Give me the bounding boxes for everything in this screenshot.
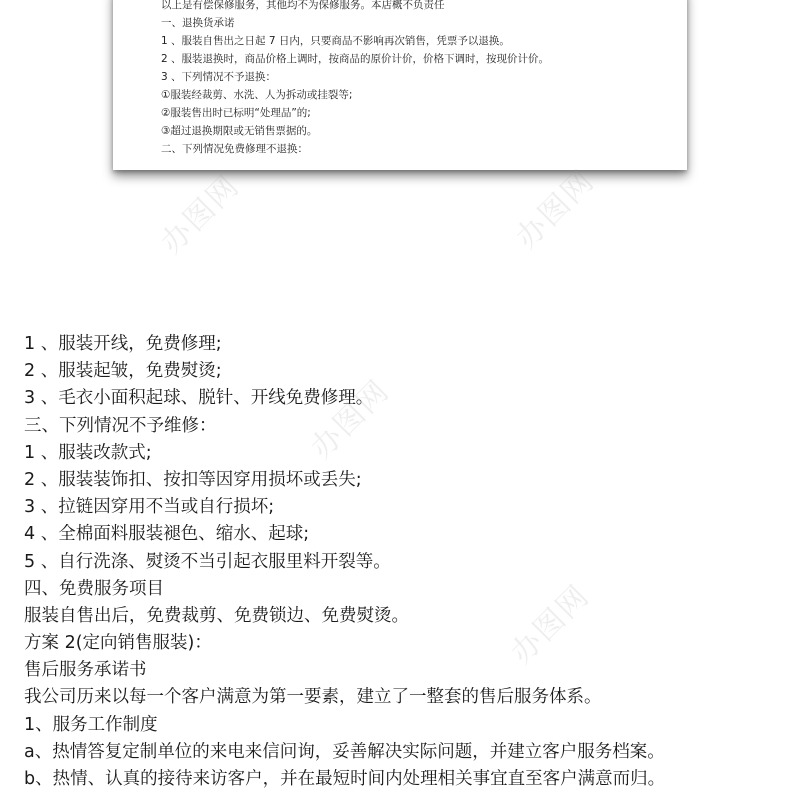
body-line: 1 、服装开线，免费修理; <box>24 334 222 354</box>
body-line: 5 、自行洗涤、熨烫不当引起衣服里料开裂等。 <box>24 551 391 572</box>
card-line: ②服装售出时已标明“处理品”的; <box>161 107 311 119</box>
body-line: 2 、服装装饰扣、按扣等因穿用损坏或丢失; <box>24 469 362 490</box>
section-heading: 四、免费服务项目 <box>24 578 164 599</box>
card-line: ③超过退换期限或无销售票据的。 <box>161 125 318 137</box>
card-line: 二、下列情况免费修理不退换： <box>161 143 308 155</box>
body-line: 3 、拉链因穿用不当或自行损坏; <box>24 497 275 518</box>
card-line: 1 、服装自售出之日起 7 日内，只要商品不影响再次销售，凭票予以退换。 <box>161 35 510 47</box>
body-line: 3 、毛衣小面积起球、脱针、开线免费修理。 <box>24 388 374 409</box>
document-body <box>24 331 794 793</box>
watermark: 办图网 <box>504 578 597 671</box>
card-line: ①服装经裁剪、水洗、人为拆动或挂裂等; <box>161 89 353 101</box>
watermark: 办图网 <box>154 168 247 261</box>
body-line: b、热情、认真的接待来访客户，并在最短时间内处理相关事宜直至客户满意而归。 <box>24 769 666 789</box>
body-line: 2 、服装起皱，免费熨烫; <box>24 361 222 382</box>
document-preview-card <box>113 0 687 170</box>
section-heading: 1、服务工作制度 <box>24 714 158 735</box>
card-line: 以上是有偿保修服务，其他均不为保修服务。本店概不负责任 <box>161 0 445 11</box>
body-line: a、热情答复定制单位的来电来信问询，妥善解决实际问题，并建立客户服务档案。 <box>24 741 665 762</box>
body-line: 1 、服装改款式; <box>24 442 152 463</box>
document-title: 售后服务承诺书 <box>24 660 147 681</box>
body-line: 4 、全棉面料服装褪色、缩水、起球; <box>24 524 310 545</box>
card-line: 3 、下列情况不予退换： <box>161 71 277 83</box>
card-line: 一、退换货承诺 <box>161 17 235 29</box>
body-line: 服装自售出后，免费裁剪、免费锁边、免费熨烫。 <box>24 605 409 626</box>
body-line: 我公司历来以每一个客户满意为第一要素，建立了一整套的售后服务体系。 <box>24 687 602 708</box>
section-heading: 三、下列情况不予维修： <box>24 415 217 436</box>
watermark: 办图网 <box>304 373 397 466</box>
watermark: 办图网 <box>509 163 602 256</box>
section-heading: 方案 2(定向销售服装)： <box>24 633 212 654</box>
card-line: 2 、服装退换时，商品价格上调时，按商品的原价计价，价格下调时，按现价计价。 <box>161 53 550 65</box>
